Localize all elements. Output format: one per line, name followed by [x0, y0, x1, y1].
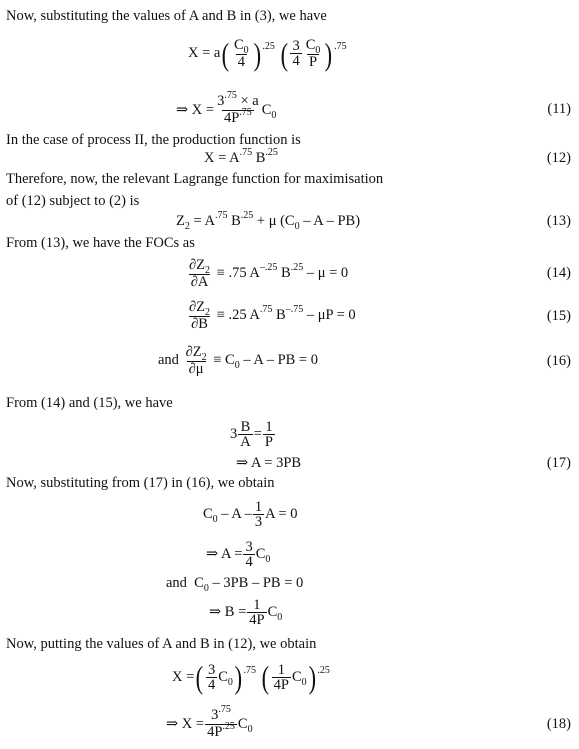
equation-number-15: (15): [546, 308, 571, 324]
equation-ratio: 3 $\frac{B}{A}$ = $\frac{1}{P}$: [230, 419, 273, 450]
equation-18: ⇒ X = $\frac{3^{.75}}{4P^{.25}}$ $C_0$: [166, 704, 253, 740]
equation-number-12: (12): [546, 150, 571, 166]
equation-substitution-1: $C_0$ – A – $\frac{1}{3}$ A = 0: [203, 499, 298, 530]
paragraph-5: From (13), we have the FOCs as: [6, 235, 195, 251]
paragraph-7: Now, substituting from (17) in (16), we obtain: [6, 475, 275, 491]
equation-number-18: (18): [546, 716, 571, 732]
equation-15: $\frac{\partial Z_2}{\partial B}$ ≡ .25 $A^{.75}$ $B^{-.75} - \mu P = 0$: [189, 299, 356, 332]
equation-17: ⇒ A = 3PB: [236, 455, 302, 471]
paragraph-8: Now, putting the values of A and B in (12), we obtain: [6, 636, 317, 652]
equation-14: $\frac{\partial Z_2}{\partial A}$ ≡ .75 $A^{-.25}$ $B^{.25} - \mu = 0$: [189, 257, 349, 290]
paragraph-1: Now, substituting the values of A and B in (3), we have: [6, 8, 327, 24]
equation-16: and $\frac{\partial Z_2}{\partial\mu}$ ≡ $C_0$ – A – PB = 0: [158, 344, 318, 377]
equation-b-value: ⇒ B = $\frac{1}{4P}$ $C_0$: [209, 597, 283, 628]
equation-substitution-2: and $C_0 - 3PB$ – PB = 0: [166, 575, 304, 594]
equation-x-final: X = ( $\frac{3}{4}$ $C_0$ ) .75 ( $\frac{1}{4P}$ $C_0$ ) .25: [172, 659, 330, 695]
equation-12: $X = A^{.75}$ $B^{.25}$: [204, 147, 278, 166]
and-word: and: [158, 352, 179, 368]
paragraph-4: of (12) subject to (2) is: [6, 193, 140, 209]
equation-a-value: ⇒ A = $\frac{3}{4}$ $C_0$: [206, 539, 271, 570]
equation-number-17: (17): [546, 455, 571, 471]
equation-13: $Z_2 = A^{.75}$ $B^{.25} + \mu$ ($C_0$ – A – PB): [176, 210, 361, 232]
equation-11: ⇒ X = $\frac{3^{.75} \times a}{4P^{.75}}$ $C_0$: [176, 90, 277, 126]
equation-x-substitution: X = a ( $\frac{C_0}{4}$ ) .25 ( $\frac{3}{4}$ $\frac{C_0}{P}$ ) .75: [188, 35, 347, 72]
equation-number-13: (13): [546, 213, 571, 229]
paragraph-2: In the case of process II, the production function is: [6, 132, 301, 148]
paragraph-3: Therefore, now, the relevant Lagrange function for maximisation: [6, 171, 384, 187]
equation-number-14: (14): [546, 265, 571, 281]
equation-number-11: (11): [547, 101, 571, 117]
paragraph-6: From (14) and (15), we have: [6, 395, 173, 411]
equation-number-16: (16): [546, 353, 571, 369]
